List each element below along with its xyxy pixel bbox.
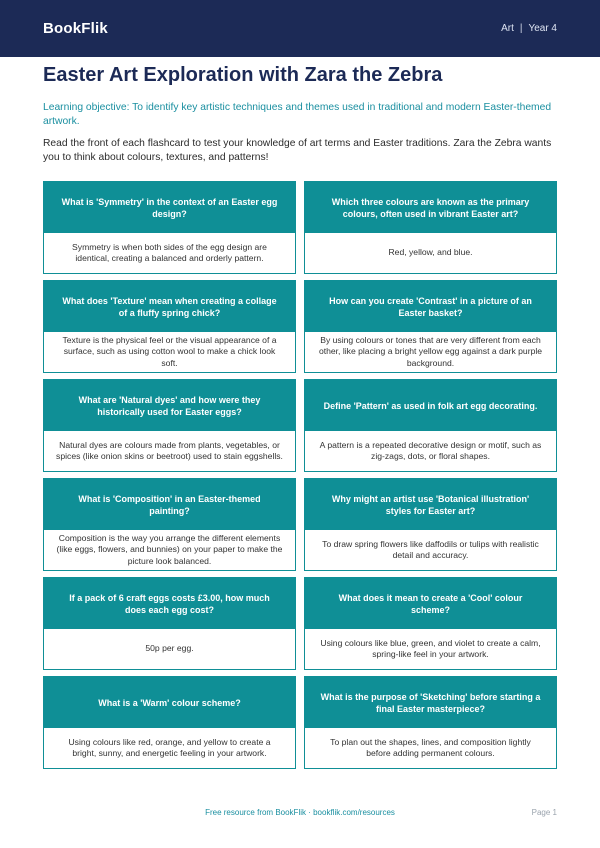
year-label: Year 4 bbox=[528, 23, 557, 34]
flashcard-back: Using colours like blue, green, and violet to create a calm, spring-like feel in your artwork. bbox=[320, 637, 541, 659]
flashcard[interactable] bbox=[43, 577, 296, 670]
flashcard-back: To draw spring flowers like daffodils or tulips with realistic detail and accuracy. bbox=[322, 538, 539, 560]
page-title: Easter Art Exploration with Zara the Zebra bbox=[43, 64, 443, 86]
flashcard-front: Define 'Pattern' as used in folk art egg decorating. bbox=[305, 380, 556, 431]
flashcard-back: Natural dyes are colours made from plants, vegetables, or spices (like onion skins or beetroot) used to stain eggshells. bbox=[56, 439, 283, 461]
flashcard[interactable] bbox=[304, 478, 557, 571]
brand-logo[interactable]: BookFlik bbox=[43, 20, 108, 37]
flashcard[interactable] bbox=[304, 577, 557, 670]
flashcard-front: What is the purpose of 'Sketching' before starting a final Easter masterpiece? bbox=[305, 677, 556, 728]
flashcard-back: To plan out the shapes, lines, and composition lightly before adding permanent colours. bbox=[330, 736, 531, 758]
flashcard-front: What is 'Composition' in an Easter-themed painting? bbox=[44, 479, 295, 530]
flashcard-front: How can you create 'Contrast' in a picture of an Easter basket? bbox=[305, 281, 556, 332]
flashcard-front: What does it mean to create a 'Cool' colour scheme? bbox=[305, 578, 556, 629]
flashcard[interactable] bbox=[43, 478, 296, 571]
header-bar bbox=[0, 0, 600, 57]
flashcard-front: What does 'Texture' mean when creating a collage of a fluffy spring chick? bbox=[44, 281, 295, 332]
subject-label: Art bbox=[501, 23, 514, 34]
flashcard[interactable] bbox=[43, 181, 296, 274]
flashcard-back: Symmetry is when both sides of the egg design are identical, creating a balanced and orderly pattern. bbox=[72, 241, 267, 263]
flashcard[interactable] bbox=[304, 676, 557, 769]
intro-text: Read the front of each flashcard to test your knowledge of art terms and Easter traditions. Zara the Zebra wants you to think about colours, textures, and patterns! bbox=[43, 138, 552, 163]
flashcard-back: Red, yellow, and blue. bbox=[388, 247, 473, 258]
flashcard-back: Composition is the way you arrange the different elements (like eggs, flowers, and bunnies) on your paper to make the picture look balanced. bbox=[56, 532, 283, 566]
flashcard[interactable] bbox=[43, 379, 296, 472]
flashcard-front: What are 'Natural dyes' and how were they historically used for Easter eggs? bbox=[44, 380, 295, 431]
flashcard-front: Which three colours are known as the primary colours, often used in vibrant Easter art? bbox=[305, 182, 556, 233]
flashcard-back: By using colours or tones that are very different from each other, like placing a bright yellow egg against a dark purple background. bbox=[318, 334, 543, 368]
flashcard[interactable] bbox=[304, 280, 557, 373]
flashcard-back: Using colours like red, orange, and yellow to create a bright, sunny, and energetic feeling in your artwork. bbox=[68, 736, 271, 758]
meta-separator: | bbox=[519, 23, 523, 34]
flashcard-back: Texture is the physical feel or the visual appearance of a surface, such as using cotton wool to make a chick look soft. bbox=[62, 334, 277, 368]
page-footer bbox=[0, 808, 600, 822]
flashcard-front: If a pack of 6 craft eggs costs £3.00, how much does each egg cost? bbox=[44, 578, 295, 629]
footer-resource-link[interactable]: Free resource from BookFlik · bookflik.com/resources bbox=[205, 808, 395, 817]
flashcard-front: What is a 'Warm' colour scheme? bbox=[44, 677, 295, 728]
flashcard[interactable] bbox=[304, 379, 557, 472]
flashcard[interactable] bbox=[304, 181, 557, 274]
flashcard-front: Why might an artist use 'Botanical illustration' styles for Easter art? bbox=[305, 479, 556, 530]
flashcard-back: A pattern is a repeated decorative design or motif, such as zig-zags, dots, or floral shapes. bbox=[319, 439, 542, 461]
learning-objective: Learning objective: To identify key artistic techniques and themes used in traditional and modern Easter-themed artwork. bbox=[43, 102, 552, 127]
flashcard-back: 50p per egg. bbox=[145, 643, 194, 654]
page-number: Page 1 bbox=[531, 808, 557, 817]
flashcard-front: What is 'Symmetry' in the context of an Easter egg design? bbox=[44, 182, 295, 233]
flashcard[interactable] bbox=[43, 280, 296, 373]
header-meta bbox=[501, 23, 557, 34]
flashcard[interactable] bbox=[43, 676, 296, 769]
